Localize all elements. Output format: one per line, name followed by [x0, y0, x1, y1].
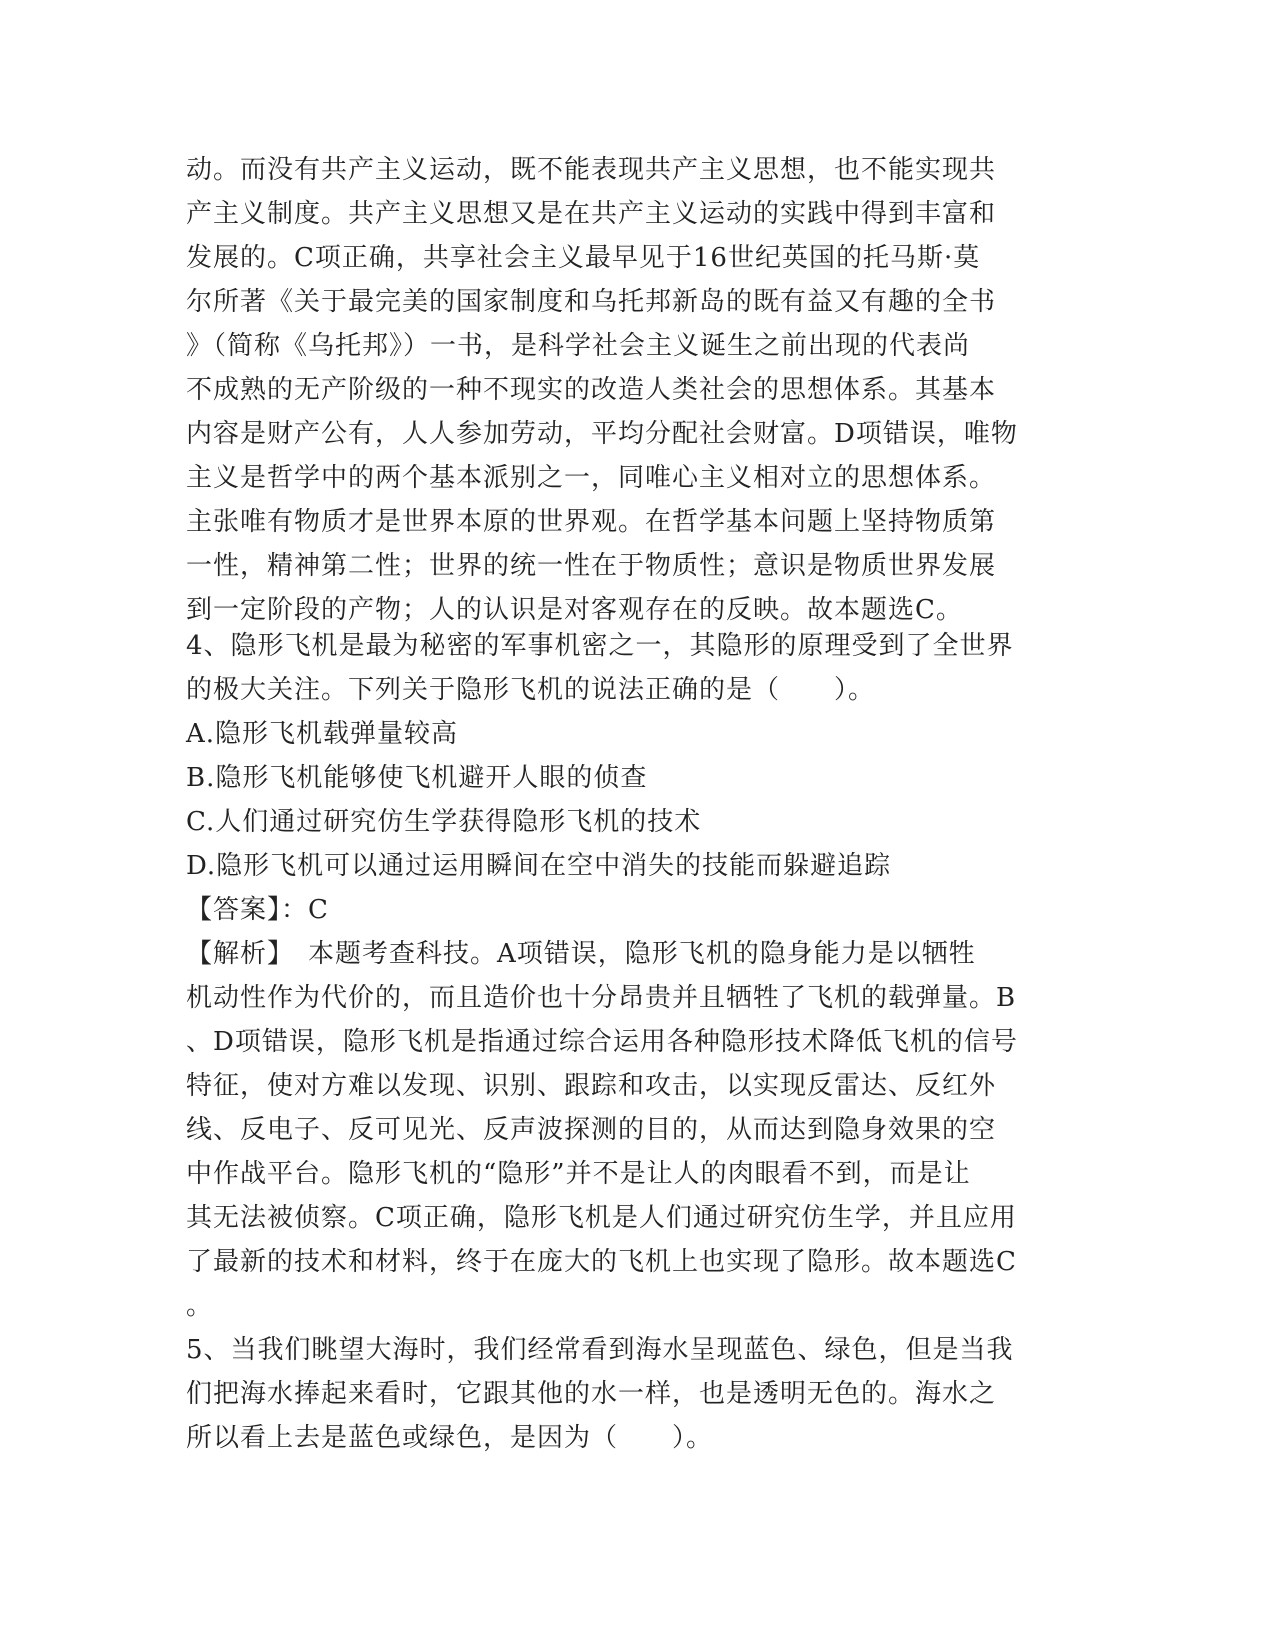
analysis-line: 线、反电子、反可见光、反声波探测的目的，从而达到隐身效果的空: [186, 1115, 997, 1145]
analysis-line: 机动性作为代价的，而且造价也十分昂贵并且牺牲了飞机的载弹量。B: [186, 983, 1017, 1013]
analysis-line: 中作战平台。隐形飞机的“隐形”并不是让人的肉眼看不到，而是让: [186, 1159, 971, 1189]
question-stem-line: 们把海水捧起来看时，它跟其他的水一样，也是透明无色的。海水之: [186, 1379, 997, 1409]
analysis-line: 、D项错误，隐形飞机是指通过综合运用各种隐形技术降低飞机的信号: [186, 1027, 1018, 1057]
question-4: [186, 624, 1086, 1328]
analysis-line: 特征，使对方难以发现、识别、跟踪和攻击，以实现反雷达、反红外: [186, 1071, 997, 1101]
option-b: B.隐形飞机能够使飞机避开人眼的侦查: [186, 763, 648, 793]
question-stem-line: 5、当我们眺望大海时，我们经常看到海水呈现蓝色、绿色，但是当我: [186, 1335, 1014, 1365]
paragraph-line: 主义是哲学中的两个基本派别之一，同唯心主义相对立的思想体系。: [186, 463, 997, 493]
paragraph-line: 内容是财产公有，人人参加劳动，平均分配社会财富。D项错误，唯物: [186, 419, 1018, 449]
question-stem-line: 4、隐形飞机是最为秘密的军事机密之一，其隐形的原理受到了全世界: [186, 631, 1014, 661]
analysis-line: 了最新的技术和材料，终于在庞大的飞机上也实现了隐形。故本题选C: [186, 1247, 1017, 1277]
paragraph-line: 一性，精神第二性；世界的统一性在于物质性；意识是物质世界发展: [186, 551, 997, 581]
analysis-line: 【解析】 本题考查科技。A项错误，隐形飞机的隐身能力是以牺牲: [186, 939, 976, 969]
paragraph-line: 不成熟的无产阶级的一种不现实的改造人类社会的思想体系。其基本: [186, 375, 997, 405]
paragraph-line: 到一定阶段的产物；人的认识是对客观存在的反映。故本题选C。: [186, 595, 963, 625]
question-5: [186, 1328, 1086, 1460]
paragraph-line: 尔所著《关于最完美的国家制度和乌托邦新岛的既有益又有趣的全书: [186, 287, 997, 317]
analysis-line: 其无法被侦察。C项正确，隐形飞机是人们通过研究仿生学，并且应用: [186, 1203, 1017, 1233]
option-d: D.隐形飞机可以通过运用瞬间在空中消失的技能而躲避追踪: [186, 851, 892, 881]
paragraph-line: 主张唯有物质才是世界本原的世界观。在哲学基本问题上坚持物质第: [186, 507, 997, 537]
question-stem-line: 的极大关注。下列关于隐形飞机的说法正确的是（ ）。: [186, 675, 876, 705]
answer-line: 【答案】：C: [186, 895, 329, 925]
paragraph-line: 产主义制度。共产主义思想又是在共产主义运动的实践中得到丰富和: [186, 199, 997, 229]
paragraph-line: 发展的。C项正确，共享社会主义最早见于16世纪英国的托马斯·莫: [186, 243, 981, 273]
option-a: A.隐形飞机载弹量较高: [186, 719, 459, 749]
analysis-line: 。: [186, 1291, 214, 1321]
option-c: C.人们通过研究仿生学获得隐形飞机的技术: [186, 807, 702, 837]
question-stem-line: 所以看上去是蓝色或绿色，是因为（ ）。: [186, 1423, 714, 1453]
paragraph-line: 》（简称《乌托邦》）一书，是科学社会主义诞生之前出现的代表尚: [186, 331, 971, 361]
paragraph-line: 动。而没有共产主义运动，既不能表现共产主义思想，也不能实现共: [186, 155, 997, 185]
q3-analysis-continuation: [186, 148, 1086, 632]
